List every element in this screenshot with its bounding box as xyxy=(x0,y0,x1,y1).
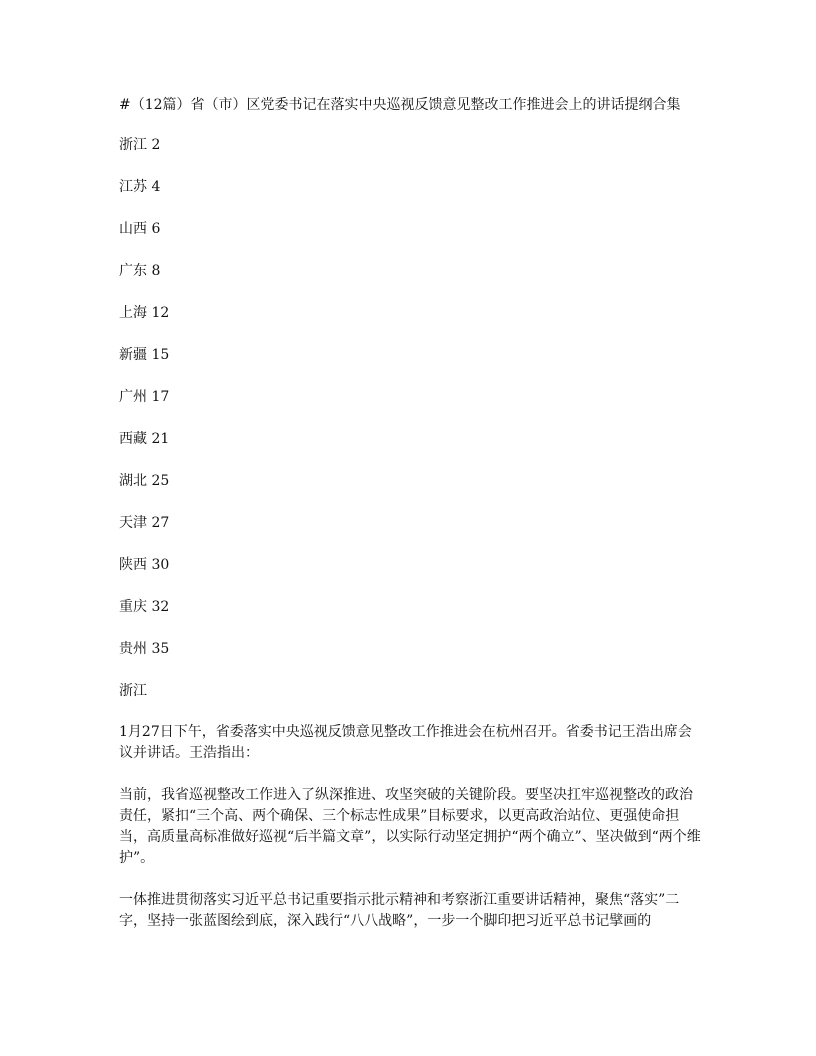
toc-item: 重庆 32 xyxy=(119,599,170,615)
document-title: #（12篇）省（市）区党委书记在落实中央巡视反馈意见整改工作推进会上的讲话提纲合集 xyxy=(119,97,681,113)
toc-item: 湖北 25 xyxy=(119,473,170,489)
toc-item: 贵州 35 xyxy=(119,641,170,657)
toc-item: 陕西 30 xyxy=(119,557,170,573)
body-paragraph: 1月27日下午，省委落实中央巡视反馈意见整改工作推进会在杭州召开。省委书记王浩出席会议并讲话。王浩指出： xyxy=(119,724,692,761)
toc-item: 浙江 2 xyxy=(119,137,161,153)
section-heading: 浙江 xyxy=(119,683,147,699)
body-paragraph: 当前，我省巡视整改工作进入了纵深推进、攻坚突破的关键阶段。要坚决扛牢巡视整改的政治责任，紧扣“三个高、两个确保、三个标志性成果”目标要求，以更高政治站位、更强使命担当，高质量高标准做好巡视“后半篇文章”，以实际行动坚定拥护“两个确立”、坚决做到“两个维护”。 xyxy=(119,787,701,866)
toc-item: 广州 17 xyxy=(119,389,170,405)
toc-item: 新疆 15 xyxy=(119,347,170,363)
toc-item: 天津 27 xyxy=(119,515,170,531)
toc-item: 广东 8 xyxy=(119,263,161,279)
body-paragraph: 一体推进贯彻落实习近平总书记重要指示批示精神和考察浙江重要讲话精神，聚焦“落实”二字，坚持一张蓝图绘到底，深入践行“八八战略”，一步一个脚印把习近平总书记擘画的 xyxy=(119,892,680,929)
toc-item: 山西 6 xyxy=(119,221,161,237)
toc-item: 上海 12 xyxy=(119,305,170,321)
document-page xyxy=(119,95,705,953)
toc-item: 江苏 4 xyxy=(119,179,161,195)
toc-item: 西藏 21 xyxy=(119,431,170,447)
table-of-contents xyxy=(119,135,705,660)
